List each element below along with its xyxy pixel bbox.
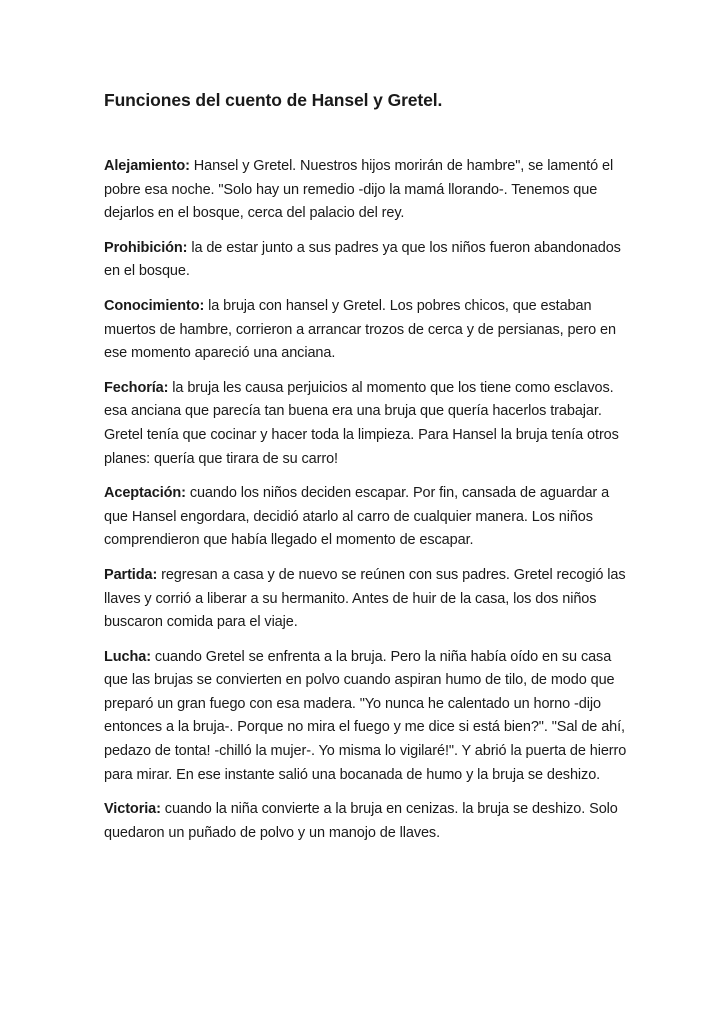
section-term: Partida: — [104, 566, 158, 583]
section-text: regresan a casa y de nuevo se reúnen con sus padres. Gretel recogió las llaves y corrió a liberar a su hermanito. Antes de huir de la casa, los dos niños buscaron comida para el viaje. — [104, 566, 626, 631]
section-term: Victoria: — [104, 801, 161, 818]
section-text: Hansel y Gretel. Nuestros hijos morirán de hambre", se lamentó el pobre esa noche. "Solo hay un remedio -dijo la mamá llorando-. Tenemos que dejarlos en el bosque, cerca del palacio del rey. — [104, 158, 614, 222]
page-title: Funciones del cuento de Hansel y Gretel. — [104, 90, 443, 110]
section-prohibicion — [104, 237, 628, 284]
section-term: Lucha: — [104, 648, 151, 665]
section-conocimiento — [104, 295, 628, 366]
section-aceptacion — [104, 482, 628, 553]
section-victoria — [104, 798, 628, 845]
section-text: la bruja les causa perjuicios al momento que los tiene como esclavos. esa anciana que parecía tan buena era una bruja que quería hacerlos trabajar. Gretel tenía que cocinar y hacer toda la limpieza. Para Hansel la bruja tenía otros planes: quería que tirara de su carro! — [104, 379, 619, 467]
section-term: Alejamiento: — [104, 158, 190, 174]
section-text: cuando Gretel se enfrenta a la bruja. Pero la niña había oído en su casa que las brujas se convierten en polvo cuando aspiran humo de tilo, de modo que preparó un gran fuego con esa madera. "Yo nunca he calentado un horno -dijo entonces a la bruja-. Porque no mira el fuego y me dice si está bien?". "Sal de ahí, pedazo de tonta! -chilló la mujer-. Yo misma lo vigilaré!". Y abrió la puerta de hierro para mirar. En ese instante salió una bocanada de humo y la bruja se deshizo. — [104, 648, 627, 783]
section-term: Prohibición: — [104, 239, 188, 256]
section-term: Aceptación: — [104, 485, 186, 502]
section-lucha — [104, 646, 628, 788]
document-body — [104, 88, 628, 856]
section-text: cuando los niños deciden escapar. Por fin, cansada de aguardar a que Hansel engordara, decidió atarlo al carro de cualquier manera. Los niños comprendieron que había llegado el momento de escapar. — [104, 485, 610, 549]
section-partida — [104, 564, 628, 635]
section-text: la de estar junto a sus padres ya que los niños fueron abandonados en el bosque. — [104, 239, 621, 280]
section-text: cuando la niña convierte a la bruja en cenizas. la bruja se deshizo. Solo quedaron un puñado de polvo y un manojo de llaves. — [104, 801, 618, 841]
section-text: la bruja con hansel y Gretel. Los pobres chicos, que estaban muertos de hambre, corrieron a arrancar trozos de cerca y de persianas, pero en ese momento apareció una anciana. — [104, 297, 616, 362]
section-alejamiento — [104, 155, 628, 226]
section-fechoria — [104, 377, 628, 471]
section-term: Conocimiento: — [104, 297, 205, 314]
section-term: Fechoría: — [104, 379, 169, 396]
